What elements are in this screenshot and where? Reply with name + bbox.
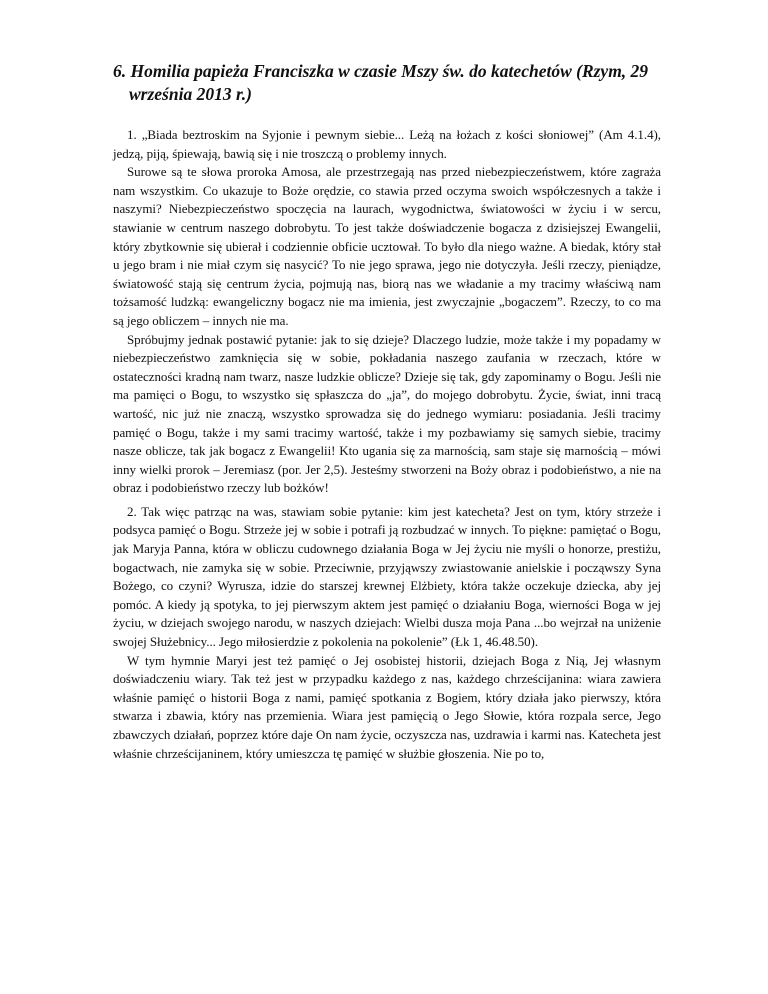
paragraph-4: 2. Tak więc patrząc na was, stawiam sobie pytanie: kim jest katecheta? Jest on tym, który strzeże i podsyca pamięć o Bogu. Strzeże jej w sobie i potrafi ją rozbudzać w innych. To piękne: pamiętać o Bogu, jak Maryja Panna, która w obliczu cudownego działania Boga w Jej życiu nie myśli o honorze, prestiżu, bogactwach, nie zamyka się w sobie. Przeciwnie, przyjąwszy zwiastowanie anielskie i począwszy Syna Bożego, co czyni? Wyrusza, idzie do starszej krewnej Elżbiety, która także oczekuje dziecka, aby jej pomóc. A kiedy ją spotyka, to jej pierwszym aktem jest pamięć o działaniu Boga, wierności Boga w jej życiu, w dziejach swojego narodu, w naszych dziejach: Wielbi dusza moja Pana ...bo wejrzał na uniżenie swojej Służebnicy... Jego miłosierdzie z pokolenia na pokolenie” (Łk 1, 46.48.50). [113, 503, 661, 650]
paragraph-2: Surowe są te słowa proroka Amosa, ale przestrzegają nas przed niebezpieczeństwem, które zagraża nam wszystkim. Co ukazuje to Boże orędzie, co stawia przed oczyma swoich współczesnych a także i naszymi? Niebezpieczeństwo spoczęcia na laurach, wygodnictwa, światowości w życiu i w sercu, stawianie w centrum naszego dobrobytu. To jest także doświadczenie bogacza z dzisiejszej Ewangelii, który zbytkownie się ubierał i codziennie obficie ucztował. To było dla niego ważne. A biedak, który stał u jego bram i nie miał czym się nasycić? To nie jego sprawa, jego nie dotyczyła. Jeśli rzeczy, pieniądze, światowość stają się centrum życia, pojmują nas, biorą nas we władanie a my tracimy właściwą nam tożsamość ludzką: ewangeliczny bogacz nie ma imienia, jest zwyczajnie „bogaczem”. Rzeczy, to co ma są jego obliczem – innych nie ma. [113, 164, 661, 328]
document-page [113, 60, 661, 763]
document-body [113, 126, 661, 763]
paragraph-3: Spróbujmy jednak postawić pytanie: jak to się dzieje? Dlaczego ludzie, może także i my popadamy w niebezpieczeństwo zamknięcia się w sobie, pokładania naszego zaufania w rzeczach, które w ostateczności kradną nam twarz, nasze ludzkie oblicze? Dzieje się tak, gdy zapominamy o Bogu. Jeśli nie ma pamięci o Bogu, to wszystko się spłaszcza do „ja”, do mojego dobrobytu. Życie, świat, inni tracą wartość, nic już nie znaczą, wszystko sprowadza się do jednego wymiaru: posiadania. Jeśli tracimy pamięć o Bogu, także i my sami tracimy wartość, także i my pozbawiamy się samych siebie, tracimy nasze oblicze, tak jak bogacz z Ewangelii! Kto ugania się za marnością, sam staje się marnością – mówi inny wielki prorok – Jeremiasz (por. Jer 2,5). Jesteśmy stworzeni na Boży obraz i podobieństwo, a nie na obraz i podobieństwo rzeczy lub bożków! [113, 331, 661, 496]
paragraph-1: 1. „Biada beztroskim na Syjonie i pewnym siebie... Leżą na łożach z kości słoniowej” (Am 4.1.4), jedzą, piją, śpiewają, bawią się i nie troszczą o problemy innych. [113, 127, 661, 161]
paragraph-5: W tym hymnie Maryi jest też pamięć o Jej osobistej historii, dziejach Boga z Nią, Jej własnym doświadczeniu wiary. Tak też jest w przypadku każdego z nas, każdego chrześcijanina: wiara zawiera właśnie pamięć o historii Boga z nami, pamięć spotkania z Bogiem, który działa jako pierwszy, która stwarza i zbawia, który nas przemienia. Wiara jest pamięcią o Jego Słowie, która rozpala serce, Jego zbawczych działań, poprzez które daje On nam życie, oczyszcza nas, uzdrawia i karmi nas. Katecheta jest właśnie chrześcijaninem, który umieszcza tę pamięć w służbie głoszenia. Nie po to, [113, 652, 661, 761]
page-title: 6. Homilia papieża Franciszka w czasie Mszy św. do katechetów (Rzym, 29 września 2013 r.) [113, 61, 649, 104]
